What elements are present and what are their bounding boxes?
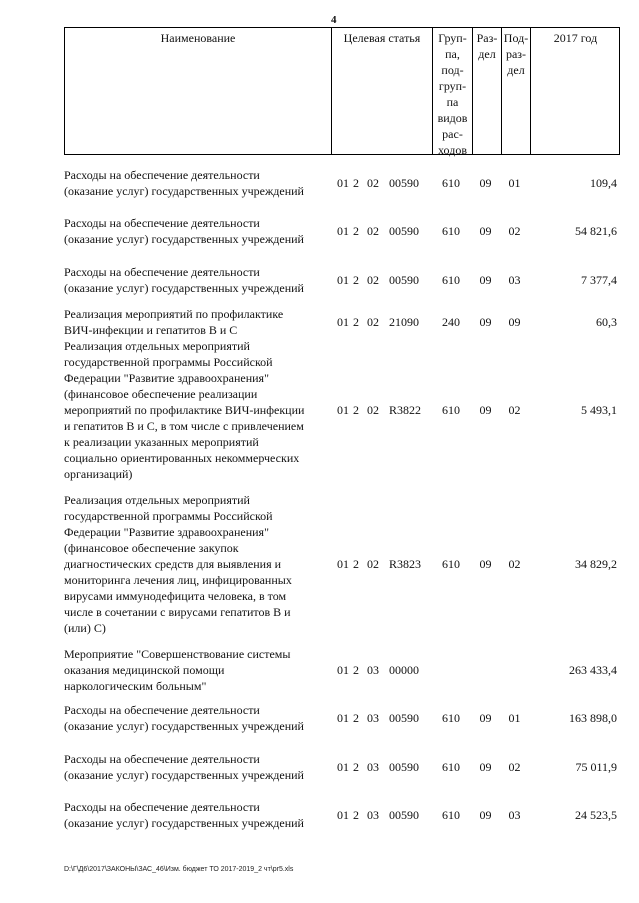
direction-code: R3823 xyxy=(389,557,422,571)
direction-code: 00000 xyxy=(389,663,419,677)
measure-code: 02 xyxy=(367,224,379,238)
section-code: 09 xyxy=(479,808,492,822)
expense-group-code: 610 xyxy=(442,760,460,774)
subprogram-code: 2 xyxy=(353,315,359,329)
amount: 24 523,5 xyxy=(575,808,617,822)
measure-code: 03 xyxy=(367,663,379,677)
subsection-code: 02 xyxy=(508,403,521,417)
name-line: Расходы на обеспечение деятельности xyxy=(64,800,260,814)
expense-group-code: 610 xyxy=(442,403,460,417)
measure-code: 02 xyxy=(367,557,379,571)
name-line: (финансовое обеспечение закупок xyxy=(64,541,239,555)
amount: 60,3 xyxy=(596,315,617,329)
name-line: (оказание услуг) государственных учреждений xyxy=(64,184,304,198)
section-code: 09 xyxy=(479,403,492,417)
header-line: Груп- xyxy=(438,31,467,45)
amount: 75 011,9 xyxy=(575,760,617,774)
row-name xyxy=(64,167,330,199)
subprogram-code: 2 xyxy=(353,760,359,774)
name-line: ВИЧ-инфекции и гепатитов В и С xyxy=(64,323,238,337)
row-name xyxy=(64,215,330,247)
program-code: 01 xyxy=(337,808,349,822)
page-number: 4 xyxy=(331,14,337,26)
header-line: Раз- xyxy=(476,31,498,45)
header-line: раз- xyxy=(505,47,527,61)
expense-group-code: 610 xyxy=(442,176,460,190)
name-line: оказания медицинской помощи xyxy=(64,663,225,677)
header-line: дел xyxy=(507,63,525,77)
section-code: 09 xyxy=(479,760,492,774)
amount: 5 493,1 xyxy=(581,403,617,417)
name-line: (оказание услуг) государственных учреждений xyxy=(64,768,304,782)
file-path-footer: D:\Г\Д6\2017\ЗАКОНЫ\ЗАС_46\Изм. бюджет ТО 2017-2019_2 чт\pr5.xls xyxy=(64,866,294,873)
name-line: Расходы на обеспечение деятельности xyxy=(64,752,260,766)
header-line: дел xyxy=(478,47,496,61)
header-target-article: Целевая статья xyxy=(331,28,432,154)
name-line: государственной программы Российской xyxy=(64,355,273,369)
program-code: 01 xyxy=(337,557,349,571)
subprogram-code: 2 xyxy=(353,711,359,725)
header-line: ходов xyxy=(438,143,467,157)
measure-code: 02 xyxy=(367,273,379,287)
row-name xyxy=(64,702,330,734)
direction-code: 00590 xyxy=(389,273,419,287)
direction-code: 00590 xyxy=(389,760,419,774)
name-line: Расходы на обеспечение деятельности xyxy=(64,168,260,182)
header-line: па, xyxy=(445,47,460,61)
name-line: Расходы на обеспечение деятельности xyxy=(64,703,260,717)
subprogram-code: 2 xyxy=(353,176,359,190)
direction-code: R3822 xyxy=(389,403,422,417)
header-section xyxy=(472,28,501,154)
table-header xyxy=(64,27,620,155)
amount: 34 829,2 xyxy=(575,557,617,571)
subsection-code: 02 xyxy=(508,557,521,571)
program-code: 01 xyxy=(337,760,349,774)
name-line: числе в сочетании с вирусами гепатитов В и xyxy=(64,605,291,619)
name-line: государственной программы Российской xyxy=(64,509,273,523)
subsection-code: 09 xyxy=(508,315,521,329)
section-code: 09 xyxy=(479,273,492,287)
direction-code: 21090 xyxy=(389,315,419,329)
program-code: 01 xyxy=(337,176,349,190)
name-line: Федерации "Развитие здравоохранения" xyxy=(64,525,269,539)
direction-code: 00590 xyxy=(389,711,419,725)
program-code: 01 xyxy=(337,273,349,287)
subsection-code: 02 xyxy=(508,224,521,238)
header-line: рас- xyxy=(442,127,463,141)
program-code: 01 xyxy=(337,315,349,329)
subsection-code: 01 xyxy=(508,176,521,190)
name-line: (оказание услуг) государственных учреждений xyxy=(64,232,304,246)
section-code: 09 xyxy=(479,557,492,571)
name-line: Расходы на обеспечение деятельности xyxy=(64,216,260,230)
name-line: наркологическим больным" xyxy=(64,679,207,693)
name-line: организаций) xyxy=(64,467,133,481)
header-expense-group xyxy=(432,28,472,157)
row-name xyxy=(64,751,330,783)
header-name: Наименование xyxy=(160,31,236,45)
subprogram-code: 2 xyxy=(353,224,359,238)
subsection-code: 03 xyxy=(508,273,521,287)
amount: 263 433,4 xyxy=(569,663,617,677)
name-line: Реализация отдельных мероприятий xyxy=(64,339,250,353)
budget-table xyxy=(64,27,620,155)
name-line: вирусами иммунодефицита человека, в том xyxy=(64,589,287,603)
measure-code: 03 xyxy=(367,711,379,725)
row-name xyxy=(64,492,330,636)
section-code: 09 xyxy=(479,711,492,725)
name-line: (финансовое обеспечение реализации xyxy=(64,387,258,401)
expense-group-code: 610 xyxy=(442,808,460,822)
name-line: Реализация мероприятий по профилактике xyxy=(64,307,284,321)
name-line: Реализация отдельных мероприятий xyxy=(64,493,250,507)
subprogram-code: 2 xyxy=(353,403,359,417)
program-code: 01 xyxy=(337,224,349,238)
header-line: груп- xyxy=(438,79,467,93)
program-code: 01 xyxy=(337,711,349,725)
expense-group-code: 610 xyxy=(442,557,460,571)
row-name xyxy=(64,338,330,482)
measure-code: 02 xyxy=(367,315,379,329)
subprogram-code: 2 xyxy=(353,808,359,822)
name-line: (или) С) xyxy=(64,621,106,635)
name-line: (оказание услуг) государственных учреждений xyxy=(64,281,304,295)
direction-code: 00590 xyxy=(389,176,419,190)
subprogram-code: 2 xyxy=(353,663,359,677)
name-line: Мероприятие "Совершенствование системы xyxy=(64,647,291,661)
header-line: Под- xyxy=(503,31,529,45)
measure-code: 03 xyxy=(367,760,379,774)
name-line: мероприятий по профилактике ВИЧ-инфекции xyxy=(64,403,305,417)
row-name xyxy=(64,799,330,831)
expense-group-code: 610 xyxy=(442,711,460,725)
name-line: (оказание услуг) государственных учреждений xyxy=(64,719,304,733)
amount: 109,4 xyxy=(590,176,617,190)
row-name xyxy=(64,306,330,338)
measure-code: 02 xyxy=(367,403,379,417)
section-code: 09 xyxy=(479,176,492,190)
name-line: Федерации "Развитие здравоохранения" xyxy=(64,371,269,385)
header-subsection xyxy=(501,28,530,154)
amount: 54 821,6 xyxy=(575,224,617,238)
name-line: к реализации указанных мероприятий xyxy=(64,435,259,449)
name-line: диагностических средств для выявления и xyxy=(64,557,282,571)
subprogram-code: 2 xyxy=(353,557,359,571)
expense-group-code: 240 xyxy=(442,315,460,329)
amount: 7 377,4 xyxy=(581,273,617,287)
name-line: и гепатитов В и С, в том числе с привлечением xyxy=(64,419,304,433)
name-line: Расходы на обеспечение деятельности xyxy=(64,265,260,279)
subsection-code: 01 xyxy=(508,711,521,725)
measure-code: 03 xyxy=(367,808,379,822)
name-line: мониторинга лечения лиц, инфицированных xyxy=(64,573,292,587)
expense-group-code: 610 xyxy=(442,273,460,287)
expense-group-code: 610 xyxy=(442,224,460,238)
section-code: 09 xyxy=(479,224,492,238)
direction-code: 00590 xyxy=(389,224,419,238)
header-line: видов xyxy=(437,111,468,125)
subsection-code: 03 xyxy=(508,808,521,822)
header-line: под- xyxy=(441,63,464,77)
subprogram-code: 2 xyxy=(353,273,359,287)
direction-code: 00590 xyxy=(389,808,419,822)
name-line: социально ориентированных некоммерческих xyxy=(64,451,300,465)
program-code: 01 xyxy=(337,403,349,417)
subsection-code: 02 xyxy=(508,760,521,774)
program-code: 01 xyxy=(337,663,349,677)
header-line: па xyxy=(446,95,459,109)
section-code: 09 xyxy=(479,315,492,329)
header-year: 2017 год xyxy=(530,28,620,154)
row-name xyxy=(64,264,330,296)
row-name xyxy=(64,646,330,694)
name-line: (оказание услуг) государственных учреждений xyxy=(64,816,304,830)
measure-code: 02 xyxy=(367,176,379,190)
amount: 163 898,0 xyxy=(569,711,617,725)
